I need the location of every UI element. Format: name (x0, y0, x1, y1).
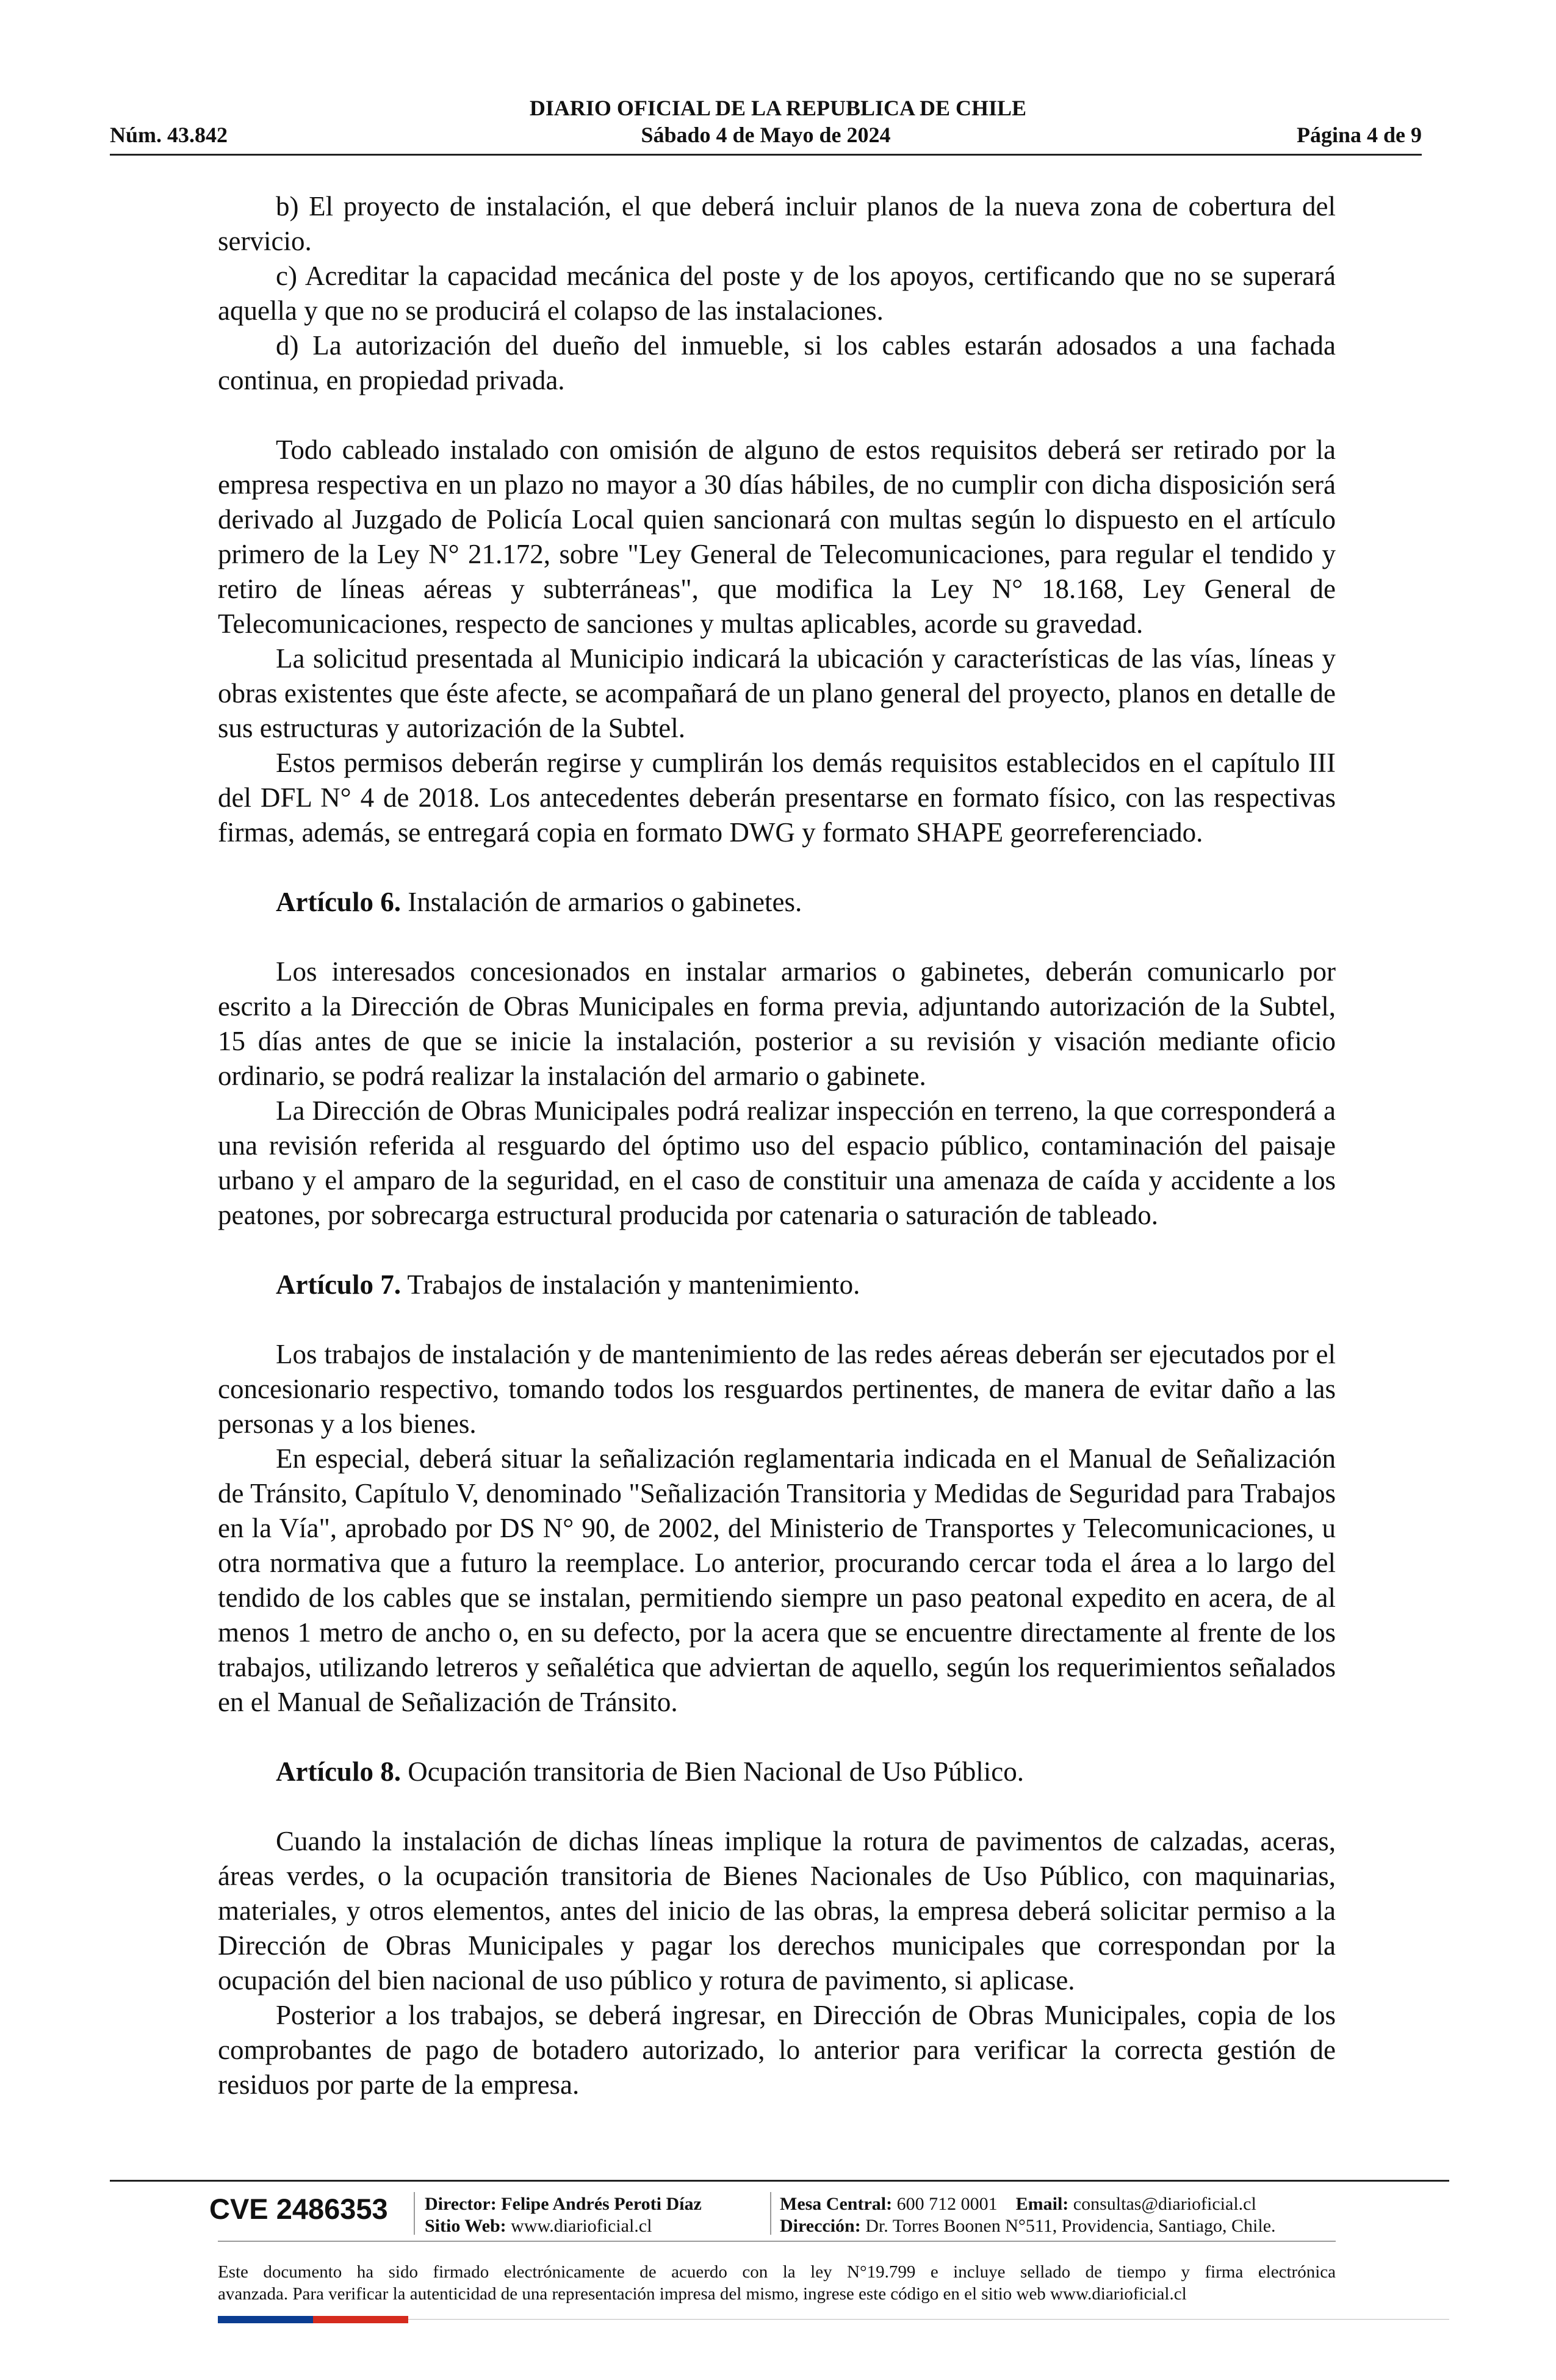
article-6-label: Artículo 6. (276, 887, 401, 917)
article-7-label: Artículo 7. (276, 1269, 401, 1300)
footer-director-block (425, 2193, 702, 2237)
footer-separator (770, 2192, 771, 2235)
paragraph-posterior: Posterior a los trabajos, se deberá ingresar, en Dirección de Obras Municipales, copia de los comprobantes de pago de botadero autorizado, lo anterior para verificar la correcta gestión de residuos por parte de la empresa. (218, 2000, 1336, 2100)
newspaper-title: DIARIO OFICIAL DE LA REPUBLICA DE CHILE (529, 96, 1027, 120)
paragraph-permisos: Estos permisos deberán regirse y cumplirán los demás requisitos establecidos en el capítulo III del DFL N° 4 de 2018. Los antecedentes deberán presentarse en formato físico, con las respectivas firmas, además, se entregará copia en formato DWG y formato SHAPE georreferenciado. (218, 748, 1336, 848)
paragraph-inspeccion: La Dirección de Obras Municipales podrá realizar inspección en terreno, la que corresponderá a una revisión referida al resguardo del óptimo uso del espacio público, contaminación del paisaje urbano y el amparo de la seguridad, en el caso de constituir una amenaza de caída y accidente a los peatones, por sobrecarga estructural producida por catenaria o saturación de tableado. (218, 1095, 1336, 1230)
address-value: Dr. Torres Boonen N°511, Providencia, Santiago, Chile. (865, 2216, 1276, 2236)
paragraph-armarios: Los interesados concesionados en instalar armarios o gabinetes, deberán comunicarlo por escrito a la Dirección de Obras Municipales en forma previa, adjuntando autorización de la Subtel, 15 días antes de que se inicie la instalación, posterior a su revisión y visación mediante oficio ordinario, se podrá realizar la instalación del armario o gabinete. (218, 956, 1336, 1091)
paragraph-d: d) La autorización del dueño del inmueble, si los cables estarán adosados a una fachada continua, en propiedad privada. (218, 330, 1336, 395)
director-label: Director: (425, 2194, 497, 2214)
flag-stripe (218, 2316, 408, 2323)
signature-notice-line: Este documento ha sido firmado electrónicamente de acuerdo con la ley N°19.799 e incluye sellado de tiempo y firma electrónica (218, 2262, 1336, 2282)
issue-number: Núm. 43.842 (110, 123, 228, 147)
paragraph-trabajos: Los trabajos de instalación y de mantenimiento de las redes aéreas deberán ser ejecutados por el concesionario respectivo, tomando todos los resguardos pertinentes, de manera de evitar daño a las personas y a los bienes. (218, 1339, 1336, 1439)
article-8-label: Artículo 8. (276, 1756, 401, 1787)
issue-date: Sábado 4 de Mayo de 2024 (641, 123, 891, 147)
address-label: Dirección: (780, 2216, 861, 2236)
email-link[interactable]: consultas@diarioficial.cl (1073, 2194, 1256, 2214)
article-7-title: Trabajos de instalación y mantenimiento. (400, 1269, 860, 1300)
footer-contact-block (780, 2193, 1276, 2237)
phone-number: 600 712 0001 (896, 2194, 998, 2214)
paragraph-c: c) Acreditar la capacidad mecánica del poste y de los apoyos, certificando que no se superará aquella y que no se producirá el colapso de las instalaciones. (218, 261, 1336, 326)
signature-notice-line: avanzada. Para verificar la autenticidad de una representación impresa del mismo, ingrese este código en el sitio web www.diarioficial.cl (218, 2284, 1187, 2304)
director-name: Felipe Andrés Peroti Díaz (501, 2194, 702, 2214)
footer-separator (414, 2192, 415, 2235)
flag-blue-band (218, 2316, 313, 2323)
article-8-title: Ocupación transitoria de Bien Nacional de Uso Público. (400, 1756, 1024, 1787)
paragraph-cableado: Todo cableado instalado con omisión de alguno de estos requisitos deberá ser retirado por la empresa respectiva en un plazo no mayor a 30 días hábiles, de no cumplir con dicha disposición será derivado al Juzgado de Policía Local quien sancionará con multas según lo dispuesto en el artículo primero de la Ley N° 21.172, sobre "Ley General de Telecomunicaciones, para regular el tendido y retiro de líneas aéreas y subterráneas", que modifica la Ley N° 18.168, Ley General de Telecomunicaciones, respecto de sanciones y multas aplicables, acorde su gravedad. (218, 435, 1336, 639)
document-body (218, 189, 1336, 2102)
paragraph-ocupacion: Cuando la instalación de dichas líneas implique la rotura de pavimentos de calzadas, aceras, áreas verdes, o la ocupación transitoria de Bienes Nacionales de Uso Público, con maquinarias, materiales, y otros elementos, antes del inicio de las obras, la empresa deberá solicitar permiso a la Dirección de Obras Municipales y pagar los derechos municipales que correspondan por la ocupación del bien nacional de uso público y rotura de pavimento, si aplicase. (218, 1826, 1336, 1996)
header-row (110, 121, 1422, 148)
website-link[interactable]: www.diarioficial.cl (511, 2216, 652, 2236)
paragraph-senalizacion: En especial, deberá situar la señalización reglamentaria indicada en el Manual de Señalización de Tránsito, Capítulo V, denominado "Señalización Transitoria y Medidas de Seguridad para Trabajos en la Vía", aprobado por DS N° 90, de 2002, del Ministerio de Transportes y Telecomunicaciones, u otra normativa que a futuro la reemplace. Lo anterior, procurando cercar toda el área a lo largo del tendido de los cables que se instalan, permitiendo siempre un paso peatonal expedito en acera, de al menos 1 metro de ancho o, en su defecto, por la acera que se encuentre directamente al frente de los trabajos, utilizando letreros y señalética que adviertan de aquello, según los requerimientos señalados en el Manual de Señalización de Tránsito. (218, 1443, 1336, 1717)
paragraph-solicitud: La solicitud presentada al Municipio indicará la ubicación y características de las vías, líneas y obras existentes que éste afecte, se acompañará de un plano general del proyecto, planos en detalle de sus estructuras y autorización de la Subtel. (218, 643, 1336, 743)
footer-divider (110, 2180, 1449, 2182)
signature-notice (218, 2261, 1336, 2305)
paragraph-b: b) El proyecto de instalación, el que deberá incluir planos de la nueva zona de cobertura del servicio. (218, 191, 1336, 256)
bottom-divider (408, 2319, 1449, 2320)
email-label: Email: (1015, 2194, 1069, 2214)
article-6-title: Instalación de armarios o gabinetes. (400, 887, 802, 917)
article-8-heading (218, 1754, 1336, 1789)
phone-label: Mesa Central: (780, 2194, 893, 2214)
article-7-heading (218, 1268, 1336, 1302)
header-divider (110, 154, 1422, 156)
article-6-heading (218, 885, 1336, 920)
cve-code: CVE 2486353 (209, 2193, 388, 2225)
flag-red-band (313, 2316, 408, 2323)
page-indicator: Página 4 de 9 (1296, 123, 1422, 147)
website-label: Sitio Web: (425, 2216, 506, 2236)
